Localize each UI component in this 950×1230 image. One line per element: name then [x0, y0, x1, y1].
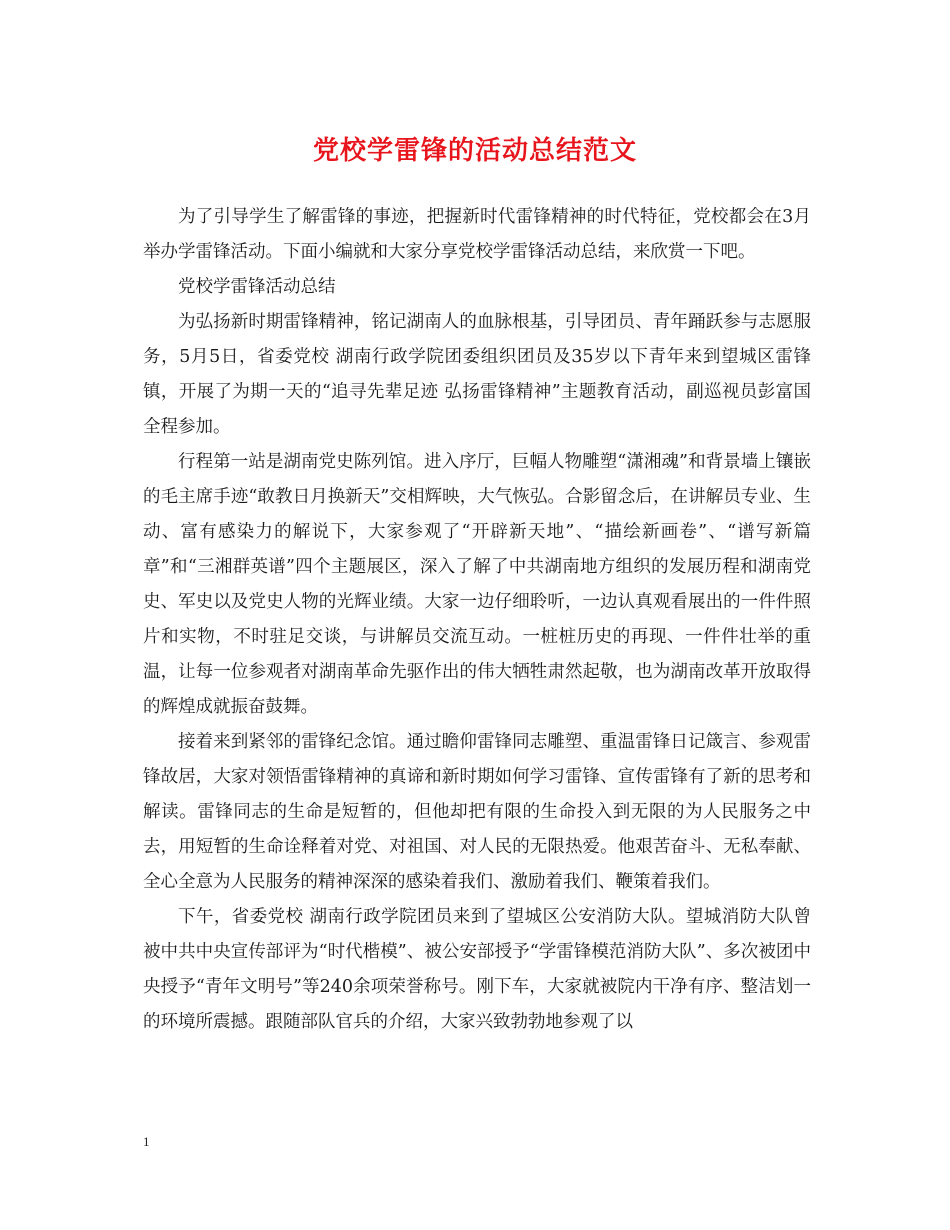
document-title: 党校学雷锋的活动总结范文 — [312, 136, 637, 166]
document-body — [143, 200, 811, 1040]
paragraph-afternoon: 下午，省委党校 湖南行政学院团员来到了望城区公安消防大队。望城消防大队曾被中共中央宣传部评为“时代楷模”、被公安部授予“学雷锋模范消防大队”、多次被团中央授予“青年文明号”等240余项荣誉称号。刚下车，大家就被院内干净有序、整洁划一的环境所震撼。跟随部队官兵的介绍，大家兴致勃勃地参观了以 — [143, 907, 811, 1032]
paragraph-intro: 为了引导学生了解雷锋的事迹，把握新时代雷锋精神的时代特征，党校都会在3月举办学雷锋活动。下面小编就和大家分享党校学雷锋活动总结，来欣赏一下吧。 — [143, 207, 811, 262]
paragraph-first-stop: 行程第一站是湖南党史陈列馆。进入序厅，巨幅人物雕塑“潇湘魂”和背景墙上镶嵌的毛主席手迹“敢教日月换新天”交相辉映，大气恢弘。合影留念后，在讲解员专业、生动、富有感染力的解说下，大家参观了“开辟新天地”、“描绘新画卷”、“谱写新篇章”和“三湘群英谱”四个主题展区，深入了解了中共湖南地方组织的发展历程和湖南党史、军史以及党史人物的光辉业绩。大家一边仔细聆听，一边认真观看展出的一件件照片和实物，不时驻足交谈，与讲解员交流互动。一桩桩历史的再现、一件件壮举的重温，让每一位参观者对湖南革命先驱作出的伟大牺牲肃然起敬，也为湖南改革开放取得的辉煌成就振奋鼓舞。 — [143, 452, 811, 717]
paragraph-memorial-hall: 接着来到紧邻的雷锋纪念馆。通过瞻仰雷锋同志雕塑、重温雷锋日记箴言、参观雷锋故居，大家对领悟雷锋精神的真谛和新时期如何学习雷锋、宣传雷锋有了新的思考和解读。雷锋同志的生命是短暂的，但他却把有限的生命投入到无限的为人民服务之中去，用短暂的生命诠释着对党、对祖国、对人民的无限热爱。他艰苦奋斗、无私奉献、全心全意为人民服务的精神深深的感染着我们、激励着我们、鞭策着我们。 — [143, 732, 811, 892]
page-number: 1 — [143, 1134, 150, 1149]
paragraph-subheading: 党校学雷锋活动总结 — [178, 277, 336, 297]
paragraph-event-overview: 为弘扬新时期雷锋精神，铭记湖南人的血脉根基，引导团员、青年踊跃参与志愿服务，5月5日，省委党校 湖南行政学院团委组织团员及35岁以下青年来到望城区雷锋镇，开展了为期一天的“追寻先辈足迹 弘扬雷锋精神”主题教育活动，副巡视员彭富国全程参加。 — [143, 312, 811, 437]
